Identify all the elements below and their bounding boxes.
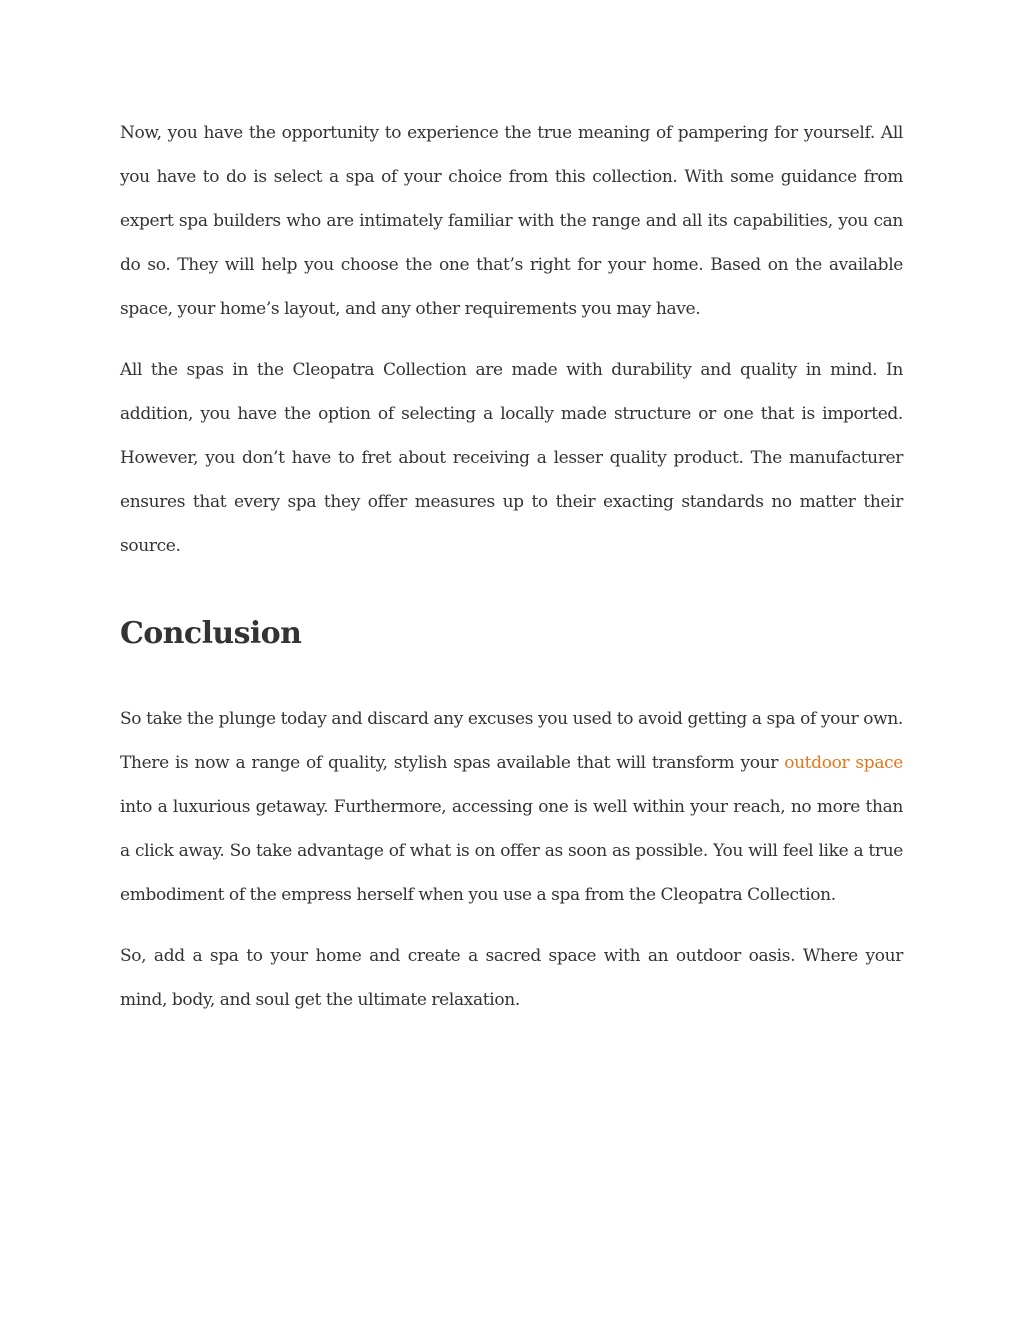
paragraph-text-segment: into a luxurious getaway. Furthermore, accessing one is well within your reach, no more than a click away. So take advantage of what is on offer as soon as possible. You will feel like a true embodiment of the empress herself when you use a spa from the Cleopatra Collection. (120, 797, 903, 905)
paragraph-text-segment: So take the plunge today and discard any excuses you used to avoid getting a spa of your own. There is now a range of quality, stylish spas available that will transform your (120, 709, 903, 773)
paragraph-take-the-plunge (120, 697, 903, 917)
paragraph-opportunity: Now, you have the opportunity to experience the true meaning of pampering for yourself. All you have to do is select a spa of your choice from this collection. With some guidance from expert spa builders who are intimately familiar with the range and all its capabilities, you can do so. They will help you choose the one that’s right for your home. Based on the available space, your home’s layout, and any other requirements you may have. (120, 123, 903, 319)
paragraph-cleopatra-collection: All the spas in the Cleopatra Collection are made with durability and quality in mind. In addition, you have the option of selecting a locally made structure or one that is imported. However, you don’t have to fret about receiving a lesser quality product. The manufacturer ensures that every spa they offer measures up to their exacting standards no matter their source. (120, 360, 903, 556)
outdoor-space-link[interactable]: outdoor space (784, 753, 903, 773)
section-heading-conclusion: Conclusion (120, 616, 302, 651)
document-body (120, 111, 903, 1022)
paragraph-add-a-spa: So, add a spa to your home and create a sacred space with an outdoor oasis. Where your mind, body, and soul get the ultimate relaxation. (120, 946, 903, 1010)
